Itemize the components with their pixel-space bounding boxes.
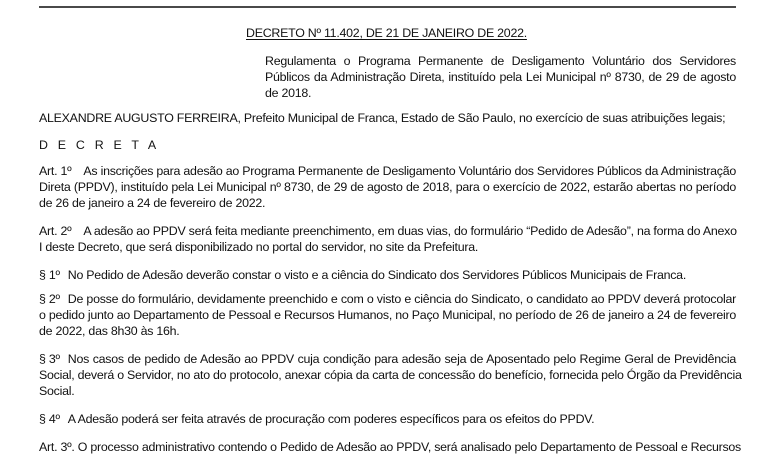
header-rule-divider (39, 6, 736, 8)
article-1 (39, 163, 736, 212)
paragraph-label: § 4º (39, 412, 60, 426)
paragraph-text-line: Social, deverá o Servidor, no ato do protocolo, anexar cópia da carta de concessão do benefício, fornecida pelo Órgão da Previdência (39, 368, 742, 383)
decreta-heading: D E C R E T A (39, 138, 160, 152)
paragraph-text-line: Nos casos de pedido de Adesão ao PPDV cuja condição para adesão seja de Aposentado pelo Regime Geral de Previdência (67, 352, 736, 366)
paragraph-label: § 1º (39, 268, 60, 282)
summary-line: Regulamenta o Programa Permanente de Desligamento Voluntário dos Servidores (265, 54, 736, 68)
paragraph-label: § 3º (39, 352, 60, 366)
paragraph-text-line: De posse do formulário, devidamente preenchido e com o visto e ciência do Sindicato, o candidato ao PPDV deverá protocolar (67, 292, 736, 306)
decree-summary (265, 53, 736, 102)
article-text-line: I deste Decreto, que será disponibilizado no portal do servidor, no site da Prefeitura. (39, 240, 479, 255)
article-text-line: Direta (PPDV), instituído pela Lei Municipal nº 8730, de 29 de agosto de 2018, para o exercício de 2022, estarão abertas no período (39, 180, 736, 195)
summary-line: Públicos da Administração Direta, instituído pela Lei Municipal nº 8730, de 29 de agosto (265, 70, 736, 85)
paragraph-4 (39, 411, 736, 427)
decree-title: DECRETO Nº 11.402, DE 21 DE JANEIRO DE 2022. (246, 26, 527, 40)
paragraph-text-line: de 2022, das 8h30 às 16h. (39, 324, 180, 339)
article-text-line: A adesão ao PPDV será feita mediante preenchimento, em duas vias, do formulário “Pedido de Adesão”, na forma do Anexo (83, 224, 737, 238)
paragraph-1 (39, 267, 736, 283)
paragraph-text-line: o pedido junto ao Departamento de Pessoal e Recursos Humanos, no Paço Municipal, no período de 26 de janeiro a 24 de fevereiro (39, 308, 736, 323)
paragraph-text-line: No Pedido de Adesão deverão constar o visto e a ciência do Sindicato dos Servidores Públicos Municipais de Franca. (67, 268, 687, 282)
article-label: Art. 1º (39, 164, 72, 178)
paragraph-3 (39, 351, 742, 400)
article-text-line: de 26 de janeiro a 24 de fevereiro de 2022. (39, 196, 266, 211)
paragraph-label: § 2º (39, 292, 60, 306)
paragraph-2 (39, 291, 736, 340)
article-text-line: O processo administrativo contendo o Pedido de Adesão ao PPDV, será analisado pelo Departamento de Pessoal e Recursos (77, 440, 741, 454)
article-text-line: As inscrições para adesão ao Programa Permanente de Desligamento Voluntário dos Servidores Públicos da Administração (83, 164, 736, 178)
article-label: Art. 3º. (39, 440, 75, 454)
article-3 (39, 439, 741, 455)
paragraph-text-line: A Adesão poderá ser feita através de procuração com poderes específicos para os efeitos do PPDV. (67, 412, 595, 426)
summary-line: de 2018. (265, 86, 312, 101)
article-2 (39, 223, 736, 255)
preamble-text: ALEXANDRE AUGUSTO FERREIRA, Prefeito Municipal de Franca, Estado de São Paulo, no exercício de suas atribuições legais; (39, 111, 726, 125)
paragraph-text-line: Social. (39, 384, 75, 399)
article-label: Art. 2º (39, 224, 72, 238)
